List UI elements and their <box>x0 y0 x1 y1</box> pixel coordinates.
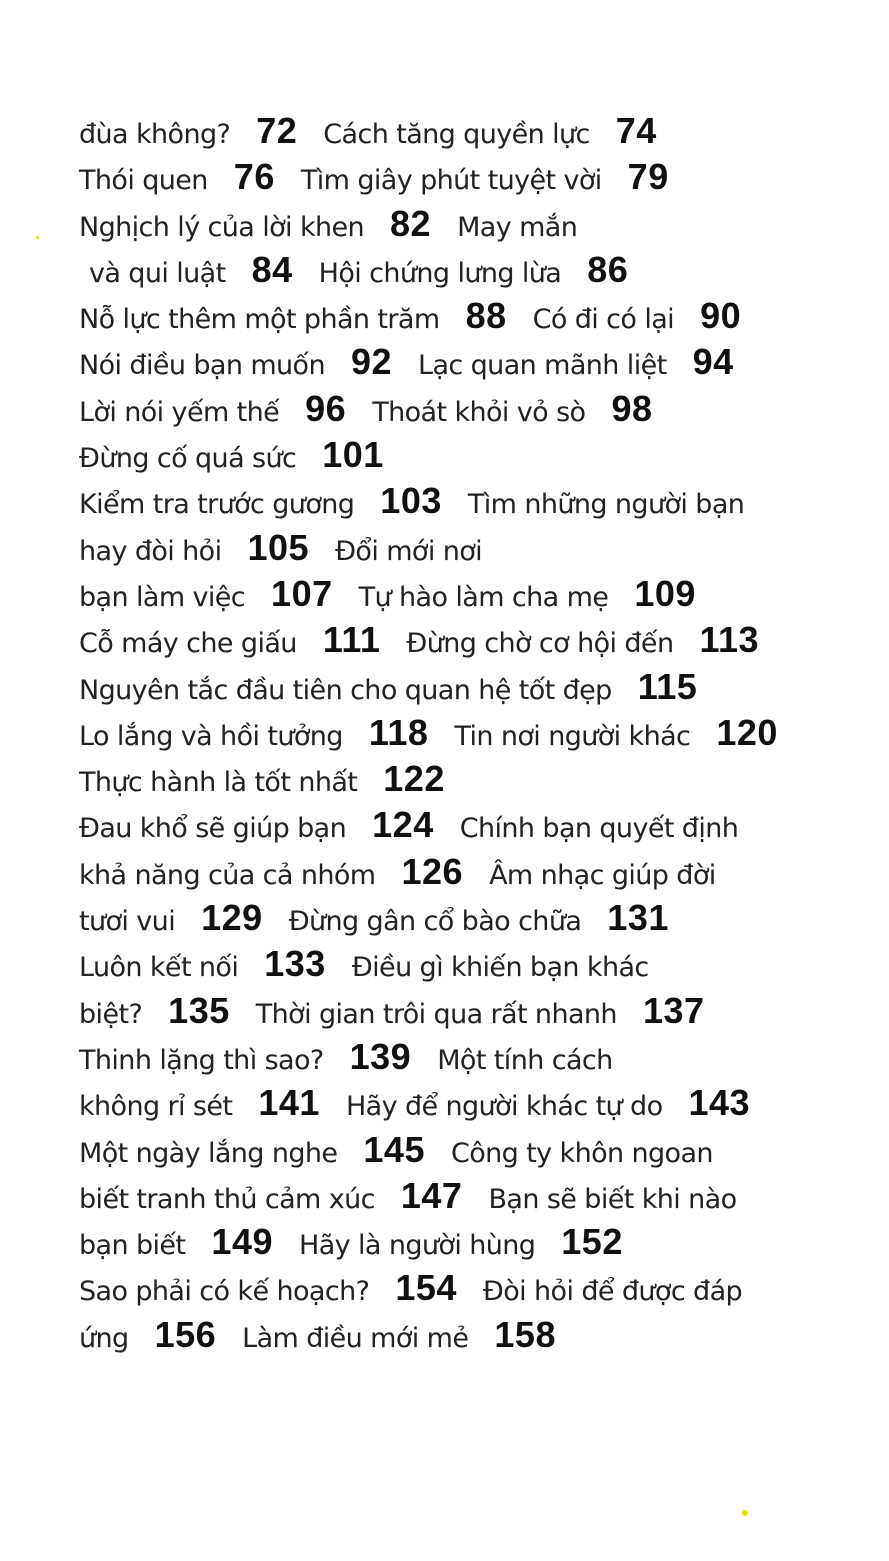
toc-page-number: 147 <box>400 1174 463 1216</box>
toc-entry <box>79 758 471 800</box>
toc-page-number: 143 <box>688 1082 751 1124</box>
toc-page-number: 156 <box>154 1313 217 1355</box>
toc-entry <box>79 295 533 337</box>
toc-entry <box>79 387 372 429</box>
toc-entry-title: Lạc quan mãnh liệt <box>418 350 667 382</box>
toc-entry-title: Cỗ máy che giấu <box>79 628 297 660</box>
toc-page-number: 141 <box>258 1082 320 1124</box>
toc-entry-title: Nghịch lý của lời khen <box>79 211 365 243</box>
toc-page-number: 90 <box>700 295 742 337</box>
toc-entry-title: Đòi hỏi để được đáp <box>482 1276 743 1308</box>
toc-entry <box>406 619 785 661</box>
toc-page-number: 135 <box>168 989 230 1031</box>
toc-page-number: 92 <box>350 341 393 383</box>
toc-entry <box>89 248 319 290</box>
toc-entry <box>468 489 744 520</box>
toc-page-number: 101 <box>322 434 384 476</box>
toc-entry <box>79 804 460 846</box>
toc-page-number: 72 <box>256 110 298 151</box>
toc-line <box>79 849 869 895</box>
toc-page-number: 96 <box>305 387 347 429</box>
toc-entry <box>300 156 695 198</box>
toc-entry-title: Tìm giây phút tuyệt vời <box>300 165 602 197</box>
toc-page-number: 115 <box>637 665 698 707</box>
toc-entry-title: Tự hào làm cha mẹ <box>358 581 609 613</box>
toc-entry-title: biệt? <box>79 998 143 1030</box>
toc-entry-title: ứng <box>79 1322 129 1354</box>
toc-line <box>79 895 869 941</box>
toc-entry <box>79 665 723 707</box>
toc-entry-title: Đổi mới nơi <box>335 535 483 567</box>
toc-entry-title: Âm nhạc giúp đời <box>489 859 716 891</box>
toc-entry <box>372 387 678 429</box>
toc-entry-title: Tin nơi người khác <box>454 720 691 752</box>
toc-entry <box>79 943 352 985</box>
toc-entry <box>79 989 256 1031</box>
toc-line <box>79 1034 869 1080</box>
toc-entry-title: Nỗ lực thêm một phần trăm <box>79 304 440 336</box>
toc-entry-title: Đừng gân cổ bào chữa <box>288 906 582 938</box>
toc-entry-title: Đừng chờ cơ hội đến <box>406 628 674 660</box>
toc-page-number: 94 <box>692 341 734 383</box>
toc-entry <box>532 295 768 337</box>
toc-entry <box>79 1313 242 1355</box>
toc-entry-title: Thực hành là tốt nhất <box>79 767 358 799</box>
toc-entry-title: khả năng của cả nhóm <box>79 859 376 891</box>
toc-page-number: 122 <box>383 758 445 800</box>
toc-entry <box>79 850 489 892</box>
toc-entry-title: Chính bạn quyết định <box>459 813 739 845</box>
toc-page-number: 74 <box>615 110 657 151</box>
toc-entry-title: đùa không? <box>79 119 231 150</box>
toc-entry-title: Nói điều bạn muốn <box>79 350 325 382</box>
toc-entry <box>79 110 323 151</box>
toc-page-number: 103 <box>380 480 442 522</box>
toc-entry <box>418 341 760 383</box>
toc-line <box>79 525 869 571</box>
toc-line <box>79 478 869 524</box>
toc-entry <box>79 341 418 383</box>
toc-entry-title: Tìm những người bạn <box>467 489 745 521</box>
table-of-contents <box>79 108 869 1358</box>
toc-entry <box>79 711 454 753</box>
toc-entry-title: May mắn <box>457 211 578 243</box>
toc-page-number: 118 <box>368 711 429 753</box>
toc-line <box>79 988 869 1034</box>
toc-entry <box>79 434 410 476</box>
toc-entry-title: biết tranh thủ cảm xúc <box>79 1183 375 1215</box>
toc-line <box>79 1080 869 1126</box>
toc-page-number: 113 <box>699 619 760 661</box>
toc-entry-title: Hội chứng lưng lừa <box>318 257 562 289</box>
toc-entry <box>323 110 683 151</box>
toc-page-number: 158 <box>494 1313 556 1355</box>
toc-line <box>79 1173 869 1219</box>
toc-entry <box>489 860 716 891</box>
toc-page-number: 145 <box>363 1128 425 1170</box>
toc-entry-title: Hãy là người hùng <box>299 1230 536 1262</box>
toc-page-number: 124 <box>372 804 434 846</box>
toc-page-number: 131 <box>607 897 669 939</box>
toc-entry-title: Điều gì khiến bạn khác <box>351 952 649 984</box>
toc-entry <box>352 952 649 983</box>
toc-entry <box>79 1267 483 1309</box>
toc-entry <box>79 897 289 939</box>
toc-entry-title: Công ty khôn ngoan <box>450 1137 713 1169</box>
toc-page-number: 109 <box>634 572 696 614</box>
toc-entry-title: Một ngày lắng nghe <box>79 1137 338 1169</box>
toc-entry <box>358 572 722 614</box>
toc-page-number: 149 <box>211 1221 273 1263</box>
toc-entry-title: Sao phải có kế hoạch? <box>79 1276 370 1308</box>
toc-line <box>79 756 869 802</box>
toc-page-number: 133 <box>264 943 326 985</box>
toc-entry-title: Luôn kết nối <box>79 952 239 984</box>
toc-entry <box>79 1035 437 1077</box>
toc-entry-title: Thời gian trôi qua rất nhanh <box>255 998 617 1030</box>
toc-entry-title: Lo lắng và hồi tưởng <box>79 720 343 752</box>
toc-entry-title: tươi vui <box>79 906 176 938</box>
toc-entry <box>345 1082 776 1124</box>
toc-page-number: 152 <box>561 1221 623 1263</box>
toc-entry-title: bạn làm việc <box>79 581 246 613</box>
toc-entry-title: Bạn sẽ biết khi nào <box>488 1183 737 1215</box>
toc-line <box>79 1265 869 1311</box>
toc-page-number: 88 <box>465 295 507 337</box>
toc-entry <box>79 1174 488 1216</box>
toc-entry <box>79 1221 299 1263</box>
toc-entry <box>488 1184 736 1215</box>
toc-entry-title: Kiểm tra trước gương <box>79 489 355 521</box>
toc-line <box>79 339 869 385</box>
toc-entry <box>335 536 482 567</box>
toc-entry-title: Hãy để người khác tự do <box>345 1091 663 1123</box>
toc-entry-title: Đừng cố quá sức <box>79 443 297 475</box>
toc-entry <box>299 1221 649 1263</box>
toc-entry <box>79 1128 451 1170</box>
toc-line <box>79 617 869 663</box>
toc-line <box>79 941 869 987</box>
toc-entry-title: Lời nói yếm thế <box>79 396 280 428</box>
toc-page-number: 154 <box>395 1267 457 1309</box>
toc-entry-title: Có đi có lại <box>532 304 675 336</box>
toc-page-number: 107 <box>271 572 333 614</box>
toc-entry <box>437 1045 612 1076</box>
toc-entry <box>79 619 406 661</box>
toc-page-number: 126 <box>401 850 464 892</box>
toc-page-number: 129 <box>201 897 263 939</box>
toc-entry-title: Làm điều mới mẻ <box>242 1322 469 1354</box>
toc-page-number: 139 <box>349 1035 412 1077</box>
toc-page-number: 84 <box>251 248 293 290</box>
toc-line <box>79 1127 869 1173</box>
toc-line <box>79 710 869 756</box>
toc-entry <box>79 1082 346 1124</box>
toc-line <box>79 432 869 478</box>
toc-line <box>79 108 869 154</box>
toc-line <box>79 154 869 200</box>
toc-page-number: 105 <box>247 526 310 568</box>
toc-entry <box>255 989 731 1031</box>
toc-entry <box>288 897 695 939</box>
toc-entry-title: Nguyên tắc đầu tiên cho quan hệ tốt đẹp <box>79 674 612 706</box>
toc-line <box>79 571 869 617</box>
toc-entry <box>242 1313 582 1355</box>
toc-line <box>79 664 869 710</box>
toc-entry <box>451 1138 713 1169</box>
toc-entry-title: bạn biết <box>79 1230 186 1262</box>
toc-entry <box>454 711 803 753</box>
toc-entry-title: Thoát khỏi vỏ sò <box>372 396 586 428</box>
toc-entry-title: Một tính cách <box>437 1044 613 1076</box>
toc-entry <box>79 480 468 522</box>
toc-line <box>79 247 869 293</box>
toc-entry-title: Đau khổ sẽ giúp bạn <box>79 813 347 845</box>
yellow-speck <box>742 1510 748 1516</box>
toc-entry <box>79 202 457 244</box>
toc-line <box>79 1312 869 1358</box>
toc-entry-title: hay đòi hỏi <box>79 535 222 567</box>
toc-page-number: 98 <box>611 387 653 429</box>
toc-page-number: 111 <box>322 619 381 661</box>
toc-entry-title: và qui luật <box>89 257 226 289</box>
toc-entry <box>79 526 335 568</box>
toc-page-number: 120 <box>716 711 778 753</box>
toc-entry-title: Thói quen <box>79 165 208 197</box>
toc-entry <box>483 1276 742 1307</box>
toc-line <box>79 1219 869 1265</box>
toc-page-number: 76 <box>233 156 275 198</box>
toc-page-number: 82 <box>390 202 432 244</box>
toc-line <box>79 293 869 339</box>
toc-entry <box>79 156 301 198</box>
toc-page-number: 86 <box>587 248 629 290</box>
toc-entry <box>460 813 739 844</box>
toc-entry <box>79 572 359 614</box>
toc-entry <box>318 248 655 290</box>
toc-page-number: 79 <box>627 156 669 198</box>
toc-line <box>79 802 869 848</box>
toc-page-number: 137 <box>642 989 705 1031</box>
toc-line <box>79 386 869 432</box>
toc-entry-title: Cách tăng quyền lực <box>323 119 590 150</box>
toc-entry-title: không rỉ sét <box>79 1091 233 1123</box>
toc-entry-title: Thinh lặng thì sao? <box>79 1044 324 1076</box>
toc-entry <box>457 212 577 243</box>
yellow-speck <box>36 236 39 239</box>
toc-line <box>79 201 869 247</box>
